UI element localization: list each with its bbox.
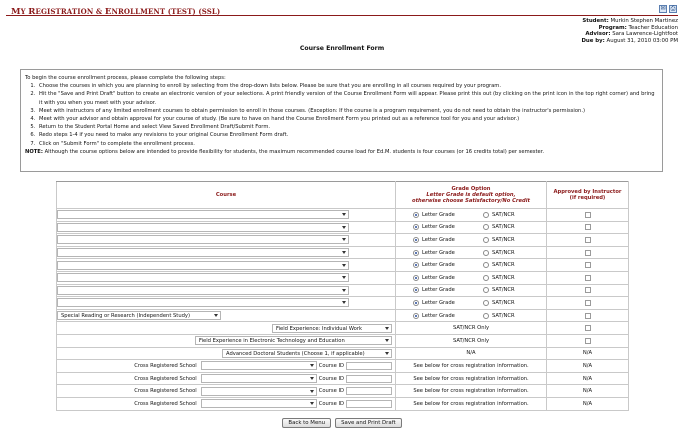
course-row: Letter Grade SAT/NCR (57, 221, 629, 234)
chevron-down-icon (310, 402, 314, 405)
chevron-down-icon (214, 314, 218, 317)
course-row: Letter Grade SAT/NCR (57, 259, 629, 272)
course-id-input[interactable] (346, 375, 392, 383)
col-approved-header: Approved by Instructor (if required) (547, 182, 629, 209)
letter-grade-radio[interactable] (413, 250, 419, 256)
chevron-down-icon (385, 352, 389, 355)
sat-ncr-radio[interactable] (483, 250, 489, 256)
advanced-doctoral-row: Advanced Doctoral Students (Choose 1, if applicable) N/A N/A (57, 347, 629, 360)
course-select[interactable] (57, 286, 349, 295)
approved-checkbox[interactable] (585, 224, 591, 230)
special-reading-select[interactable]: Special Reading or Research (Independent Study) (57, 311, 221, 320)
approved-checkbox[interactable] (585, 287, 591, 293)
course-select[interactable] (57, 273, 349, 282)
chevron-down-icon (310, 390, 314, 393)
chevron-down-icon (310, 364, 314, 367)
course-id-input[interactable] (346, 362, 392, 370)
approved-checkbox[interactable] (585, 338, 591, 344)
field-experience-tech-select[interactable]: Field Experience in Electronic Technology and Education (195, 336, 392, 345)
advanced-doctoral-select[interactable]: Advanced Doctoral Students (Choose 1, if applicable) (222, 349, 392, 358)
student-info: Student: Murkin Stephen Martinez Program: Teacher Education Advisor: Sara Lawrence-Lightfoot Due by: August 31, 2010 03:00 PM (581, 18, 678, 44)
course-row: Letter Grade SAT/NCR (57, 246, 629, 259)
approved-checkbox[interactable] (585, 325, 591, 331)
sat-ncr-radio[interactable] (483, 313, 489, 319)
instructions-intro: To begin the course enrollment process, please complete the following steps: (25, 75, 226, 81)
field-experience-select[interactable]: Field Experience: Individual Work (272, 324, 392, 333)
course-select[interactable] (57, 261, 349, 270)
approved-checkbox[interactable] (585, 300, 591, 306)
cross-school-select[interactable] (201, 374, 317, 383)
chevron-down-icon (385, 327, 389, 330)
letter-grade-radio[interactable] (413, 262, 419, 268)
cross-registration-row: Cross Registered School Course ID See below for cross registration information. N/A (57, 397, 629, 410)
field-experience-tech-row: Field Experience in Electronic Technology and Education SAT/NCR Only (57, 334, 629, 347)
cross-school-select[interactable] (201, 387, 317, 396)
chevron-down-icon (342, 213, 346, 216)
course-id-input[interactable] (346, 387, 392, 395)
back-to-menu-button[interactable]: Back to Menu (282, 418, 331, 428)
letter-grade-radio[interactable] (413, 237, 419, 243)
course-select[interactable] (57, 298, 349, 307)
letter-grade-radio[interactable] (413, 313, 419, 319)
letter-grade-radio[interactable] (413, 287, 419, 293)
letter-grade-radio[interactable] (413, 275, 419, 281)
chevron-down-icon (385, 339, 389, 342)
col-course-header: Course (57, 182, 396, 209)
sat-ncr-radio[interactable] (483, 224, 489, 230)
course-row: Letter Grade SAT/NCR (57, 234, 629, 247)
course-row: Letter Grade SAT/NCR (57, 271, 629, 284)
print-icon[interactable]: ⎙ (670, 5, 676, 12)
app-title: MY REGISTRATION & ENROLLMENT (TEST) (SSL) (11, 7, 221, 17)
letter-grade-radio[interactable] (413, 300, 419, 306)
chevron-down-icon (342, 238, 346, 241)
course-select[interactable] (57, 248, 349, 257)
course-select[interactable] (57, 223, 349, 232)
save-and-print-draft-button[interactable]: Save and Print Draft (335, 418, 402, 428)
chevron-down-icon (342, 289, 346, 292)
step-4: 4. Meet with your advisor and obtain approval for your course of study. (Be sure to have on hand the Course Enrollment Form you printed out as a reference tool for you and your advisor.) (37, 115, 658, 123)
sat-ncr-radio[interactable] (483, 237, 489, 243)
sat-ncr-radio[interactable] (483, 275, 489, 281)
letter-grade-radio[interactable] (413, 212, 419, 218)
approved-checkbox[interactable] (585, 262, 591, 268)
approved-checkbox[interactable] (585, 275, 591, 281)
email-icon[interactable]: ✉ (660, 5, 666, 12)
approved-checkbox[interactable] (585, 212, 591, 218)
step-2: 2. Hit the "Save and Print Draft" button to create an electronic version of your selections. A print friendly version of the Course Enrollment Form will appear. Please print this out (by clicking on the print icon in the top right corner) and bring it with you when you meet with your advisor. (37, 90, 658, 106)
step-3: 3. Meet with instructors of any limited enrollment courses to obtain permission to enroll in those courses. (Exception: If the course is a program requirement, you do not need to obtain the instructor's permission.) (37, 107, 658, 115)
step-1: 1. Choose the courses in which you are planning to enroll by selecting from the drop-down lists below. Please be sure that you are enrolling in all courses required by your program. (37, 82, 658, 90)
step-6: 6. Redo steps 1-4 if you need to make any revisions to your original Course Enrollment Form draft. (37, 131, 658, 139)
course-row: Letter Grade SAT/NCR (57, 284, 629, 297)
chevron-down-icon (342, 264, 346, 267)
chevron-down-icon (342, 251, 346, 254)
course-row: Letter Grade SAT/NCR (57, 209, 629, 222)
sat-ncr-radio[interactable] (483, 212, 489, 218)
course-table (56, 181, 629, 411)
instructions-box (20, 69, 663, 172)
sat-ncr-radio[interactable] (483, 300, 489, 306)
col-grade-header: Grade Option Letter Grade is default option, otherwise choose Satisfactory/No Credit (396, 182, 547, 209)
form-title: Course Enrollment Form (299, 45, 385, 52)
course-id-input[interactable] (346, 400, 392, 408)
course-row: Letter Grade SAT/NCR (57, 297, 629, 310)
chevron-down-icon (342, 276, 346, 279)
sat-ncr-radio[interactable] (483, 262, 489, 268)
sat-ncr-radio[interactable] (483, 287, 489, 293)
chevron-down-icon (342, 301, 346, 304)
step-7: 7. Click on "Submit Form" to complete the enrollment process. (37, 140, 658, 148)
note: NOTE: Although the course options below are intended to provide flexibility for students, the maximum recommended course load for Ed.M. students is four courses (or 16 credits total) per semester. (25, 148, 545, 155)
button-bar (0, 418, 684, 428)
title-bar (6, 4, 678, 16)
field-experience-row: Field Experience: Individual Work SAT/NCR Only (57, 322, 629, 335)
cross-registration-row: Cross Registered School Course ID See below for cross registration information. N/A (57, 360, 629, 373)
cross-school-select[interactable] (201, 399, 317, 408)
special-reading-row: Special Reading or Research (Independent Study) Letter Grade SAT/NCR (57, 309, 629, 322)
cross-registration-row: Cross Registered School Course ID See below for cross registration information. N/A (57, 372, 629, 385)
letter-grade-radio[interactable] (413, 224, 419, 230)
cross-registration-row: Cross Registered School Course ID See below for cross registration information. N/A (57, 385, 629, 398)
step-5: 5. Return to the Student Portal Home and select View Saved Enrollment Draft/Submit Form. (37, 123, 658, 131)
chevron-down-icon (342, 226, 346, 229)
course-select[interactable] (57, 210, 349, 219)
approved-checkbox[interactable] (585, 237, 591, 243)
approved-checkbox[interactable] (585, 250, 591, 256)
course-select[interactable] (57, 235, 349, 244)
cross-school-select[interactable] (201, 361, 317, 370)
approved-checkbox[interactable] (585, 313, 591, 319)
chevron-down-icon (310, 377, 314, 380)
